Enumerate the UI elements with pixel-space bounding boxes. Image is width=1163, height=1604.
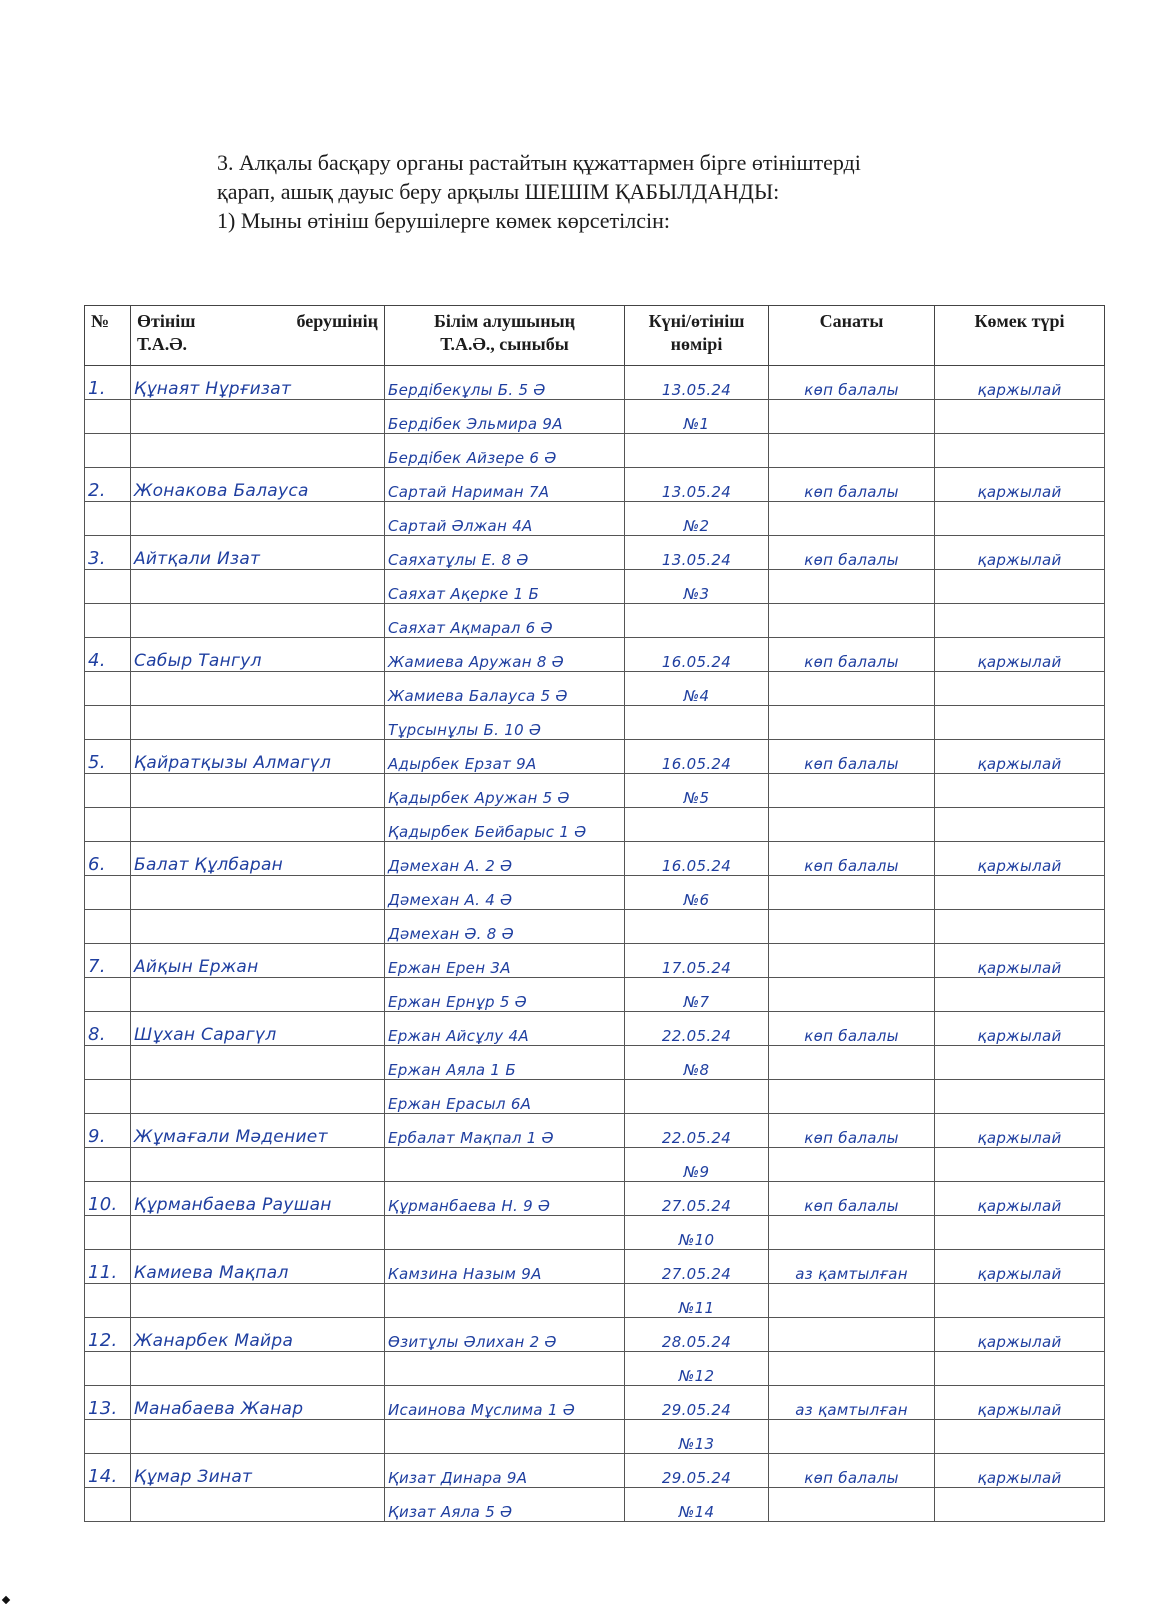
cell-applicant bbox=[131, 1352, 385, 1386]
cell-date-number bbox=[625, 808, 769, 842]
table-row bbox=[85, 1420, 1105, 1454]
header-category: Санаты bbox=[769, 306, 935, 366]
table-row bbox=[85, 1046, 1105, 1080]
header-applicant bbox=[131, 306, 385, 366]
table-row bbox=[85, 842, 1105, 876]
cell-aid-type bbox=[935, 876, 1105, 910]
header-applicant-part-2: берушінің bbox=[296, 311, 378, 331]
cell-date-number bbox=[625, 1080, 769, 1114]
table-row bbox=[85, 434, 1105, 468]
cell-aid-type: қаржылай bbox=[935, 1182, 1105, 1216]
cell-number bbox=[85, 1352, 131, 1386]
cell-category: көп балалы bbox=[769, 1114, 935, 1148]
cell-category bbox=[769, 1216, 935, 1250]
cell-category bbox=[769, 978, 935, 1012]
cell-category: көп балалы bbox=[769, 468, 935, 502]
table-row bbox=[85, 1250, 1105, 1284]
cell-applicant: Айтқали Изат bbox=[131, 536, 385, 570]
cell-student: Тұрсынұлы Б. 10 Ә bbox=[385, 706, 625, 740]
cell-aid-type bbox=[935, 978, 1105, 1012]
table-row bbox=[85, 570, 1105, 604]
cell-student: Сартай Нариман 7А bbox=[385, 468, 625, 502]
cell-number: 7. bbox=[85, 944, 131, 978]
cell-date-number: №10 bbox=[625, 1216, 769, 1250]
cell-applicant: Қайратқызы Алмагүл bbox=[131, 740, 385, 774]
cell-student: Бердібекұлы Б. 5 Ә bbox=[385, 366, 625, 400]
table-row bbox=[85, 1386, 1105, 1420]
cell-applicant bbox=[131, 910, 385, 944]
cell-applicant bbox=[131, 400, 385, 434]
cell-number: 13. bbox=[85, 1386, 131, 1420]
cell-number: 5. bbox=[85, 740, 131, 774]
cell-aid-type: қаржылай bbox=[935, 842, 1105, 876]
cell-number bbox=[85, 672, 131, 706]
table-row bbox=[85, 1352, 1105, 1386]
cell-student: Ержан Ерен 3А bbox=[385, 944, 625, 978]
cell-category bbox=[769, 808, 935, 842]
cell-aid-type: қаржылай bbox=[935, 1250, 1105, 1284]
table-row bbox=[85, 978, 1105, 1012]
cell-date-number: №7 bbox=[625, 978, 769, 1012]
cell-category bbox=[769, 1080, 935, 1114]
table-row bbox=[85, 1488, 1105, 1522]
cell-category: көп балалы bbox=[769, 1012, 935, 1046]
table-body bbox=[85, 366, 1105, 1522]
cell-aid-type: қаржылай bbox=[935, 1318, 1105, 1352]
header-date-part-1: Күні/өтініш bbox=[648, 311, 745, 331]
cell-number bbox=[85, 1216, 131, 1250]
cell-aid-type bbox=[935, 706, 1105, 740]
cell-number: 1. bbox=[85, 366, 131, 400]
cell-category bbox=[769, 910, 935, 944]
cell-student: Сартай Әлжан 4А bbox=[385, 502, 625, 536]
cell-aid-type bbox=[935, 910, 1105, 944]
cell-category: көп балалы bbox=[769, 740, 935, 774]
table-row bbox=[85, 774, 1105, 808]
cell-number bbox=[85, 1046, 131, 1080]
table-row bbox=[85, 1216, 1105, 1250]
cell-aid-type: қаржылай bbox=[935, 638, 1105, 672]
cell-category bbox=[769, 1420, 935, 1454]
cell-category: көп балалы bbox=[769, 366, 935, 400]
cell-number bbox=[85, 1420, 131, 1454]
cell-student: Саяхат Ақмарал 6 Ә bbox=[385, 604, 625, 638]
cell-number: 6. bbox=[85, 842, 131, 876]
header-applicant-part-1: Өтініш bbox=[137, 311, 196, 331]
cell-aid-type bbox=[935, 1080, 1105, 1114]
cell-aid-type bbox=[935, 1352, 1105, 1386]
cell-category bbox=[769, 1352, 935, 1386]
table-row bbox=[85, 1454, 1105, 1488]
cell-category bbox=[769, 1318, 935, 1352]
table-row bbox=[85, 1012, 1105, 1046]
cell-number bbox=[85, 570, 131, 604]
cell-aid-type bbox=[935, 400, 1105, 434]
intro-line-3: 1) Мыны өтініш берушілерге көмек көрсетілсін: bbox=[217, 208, 670, 233]
cell-student: Қадырбек Аружан 5 Ә bbox=[385, 774, 625, 808]
cell-category: көп балалы bbox=[769, 638, 935, 672]
cell-applicant bbox=[131, 434, 385, 468]
cell-student bbox=[385, 1420, 625, 1454]
cell-number bbox=[85, 502, 131, 536]
cell-applicant: Құнаят Нұрғизат bbox=[131, 366, 385, 400]
cell-aid-type bbox=[935, 1216, 1105, 1250]
intro-line-1: 3. Алқалы басқару органы растайтын құжаттармен бірге өтініштерді bbox=[217, 150, 861, 175]
cell-applicant: Сабыр Тангул bbox=[131, 638, 385, 672]
header-student-part-2: Т.А.Ә., сыныбы bbox=[440, 334, 569, 354]
cell-category bbox=[769, 1046, 935, 1080]
cell-aid-type bbox=[935, 604, 1105, 638]
cell-student: Қизат Динара 9А bbox=[385, 1454, 625, 1488]
cell-student bbox=[385, 1216, 625, 1250]
table-row bbox=[85, 604, 1105, 638]
cell-aid-type bbox=[935, 1148, 1105, 1182]
cell-date-number: 29.05.24 bbox=[625, 1386, 769, 1420]
cell-date-number: №4 bbox=[625, 672, 769, 706]
cell-date-number bbox=[625, 604, 769, 638]
cell-aid-type bbox=[935, 570, 1105, 604]
cell-category: көп балалы bbox=[769, 842, 935, 876]
cell-category: көп балалы bbox=[769, 536, 935, 570]
cell-applicant: Құрманбаева Раушан bbox=[131, 1182, 385, 1216]
cell-applicant bbox=[131, 604, 385, 638]
cell-date-number: 22.05.24 bbox=[625, 1114, 769, 1148]
cell-number: 11. bbox=[85, 1250, 131, 1284]
cell-student: Ержан Ернұр 5 Ә bbox=[385, 978, 625, 1012]
cell-applicant bbox=[131, 808, 385, 842]
cell-student: Адырбек Ерзат 9А bbox=[385, 740, 625, 774]
cell-applicant: Балат Құлбаран bbox=[131, 842, 385, 876]
cell-applicant: Айқын Ержан bbox=[131, 944, 385, 978]
cell-applicant bbox=[131, 1148, 385, 1182]
table-row bbox=[85, 1148, 1105, 1182]
table-row bbox=[85, 876, 1105, 910]
cell-applicant bbox=[131, 774, 385, 808]
table-row bbox=[85, 400, 1105, 434]
table-row bbox=[85, 808, 1105, 842]
cell-aid-type: қаржылай bbox=[935, 740, 1105, 774]
cell-aid-type: қаржылай bbox=[935, 1454, 1105, 1488]
cell-date-number: №9 bbox=[625, 1148, 769, 1182]
cell-number: 14. bbox=[85, 1454, 131, 1488]
cell-date-number: №11 bbox=[625, 1284, 769, 1318]
cell-number: 2. bbox=[85, 468, 131, 502]
cell-applicant: Жұмағали Мәдениет bbox=[131, 1114, 385, 1148]
cell-student: Құрманбаева Н. 9 Ә bbox=[385, 1182, 625, 1216]
cell-applicant: Манабаева Жанар bbox=[131, 1386, 385, 1420]
cell-student: Бердібек Эльмира 9А bbox=[385, 400, 625, 434]
cell-aid-type bbox=[935, 774, 1105, 808]
table-row bbox=[85, 740, 1105, 774]
cell-student: Дәмехан А. 2 Ә bbox=[385, 842, 625, 876]
cell-student: Саяхат Ақерке 1 Б bbox=[385, 570, 625, 604]
cell-category bbox=[769, 944, 935, 978]
header-no: № bbox=[85, 306, 131, 366]
cell-applicant bbox=[131, 1284, 385, 1318]
cell-date-number: №1 bbox=[625, 400, 769, 434]
table-row bbox=[85, 468, 1105, 502]
intro-line-2: қарап, ашық дауыс беру арқылы ШЕШІМ ҚАБЫЛДАНДЫ: bbox=[217, 179, 780, 204]
cell-aid-type bbox=[935, 1420, 1105, 1454]
cell-applicant: Камиева Мақпал bbox=[131, 1250, 385, 1284]
cell-number bbox=[85, 1080, 131, 1114]
cell-date-number: 29.05.24 bbox=[625, 1454, 769, 1488]
cell-date-number: 16.05.24 bbox=[625, 740, 769, 774]
header-date bbox=[625, 306, 769, 366]
cell-date-number: №2 bbox=[625, 502, 769, 536]
table-row bbox=[85, 536, 1105, 570]
table-row bbox=[85, 1114, 1105, 1148]
cell-number bbox=[85, 706, 131, 740]
cell-applicant bbox=[131, 1420, 385, 1454]
cell-applicant bbox=[131, 672, 385, 706]
cell-student bbox=[385, 1352, 625, 1386]
cell-number: 8. bbox=[85, 1012, 131, 1046]
cell-number bbox=[85, 910, 131, 944]
cell-student: Исаинова Мұслима 1 Ә bbox=[385, 1386, 625, 1420]
cell-aid-type bbox=[935, 1046, 1105, 1080]
cell-student: Өзитұлы Әлихан 2 Ә bbox=[385, 1318, 625, 1352]
cell-date-number: №6 bbox=[625, 876, 769, 910]
table-row bbox=[85, 706, 1105, 740]
cell-applicant bbox=[131, 706, 385, 740]
cell-number bbox=[85, 1488, 131, 1522]
cell-applicant: Жонакова Балауса bbox=[131, 468, 385, 502]
cell-date-number: 16.05.24 bbox=[625, 842, 769, 876]
cell-category bbox=[769, 672, 935, 706]
table-row bbox=[85, 1182, 1105, 1216]
cell-date-number: 28.05.24 bbox=[625, 1318, 769, 1352]
cell-date-number: №5 bbox=[625, 774, 769, 808]
cell-aid-type bbox=[935, 1284, 1105, 1318]
header-student bbox=[385, 306, 625, 366]
cell-aid-type: қаржылай bbox=[935, 944, 1105, 978]
cell-student bbox=[385, 1284, 625, 1318]
cell-aid-type: қаржылай bbox=[935, 1114, 1105, 1148]
table-header-row bbox=[85, 306, 1105, 366]
cell-student: Ербалат Мақпал 1 Ә bbox=[385, 1114, 625, 1148]
cell-category bbox=[769, 1284, 935, 1318]
cell-category bbox=[769, 774, 935, 808]
cell-student: Ержан Ерасыл 6А bbox=[385, 1080, 625, 1114]
table-row bbox=[85, 1284, 1105, 1318]
cell-number bbox=[85, 604, 131, 638]
cell-number bbox=[85, 434, 131, 468]
cell-date-number: №3 bbox=[625, 570, 769, 604]
cell-category bbox=[769, 502, 935, 536]
cell-date-number: 27.05.24 bbox=[625, 1250, 769, 1284]
table-row bbox=[85, 502, 1105, 536]
cell-applicant: Шұхан Сарагүл bbox=[131, 1012, 385, 1046]
cell-date-number: №8 bbox=[625, 1046, 769, 1080]
aid-recipients-table bbox=[84, 305, 1105, 1522]
cell-aid-type bbox=[935, 672, 1105, 706]
cell-aid-type: қаржылай bbox=[935, 1386, 1105, 1420]
cell-student bbox=[385, 1148, 625, 1182]
cell-date-number: №12 bbox=[625, 1352, 769, 1386]
cell-category: аз қамтылған bbox=[769, 1386, 935, 1420]
cell-aid-type: қаржылай bbox=[935, 468, 1105, 502]
cell-number: 4. bbox=[85, 638, 131, 672]
cell-aid-type bbox=[935, 808, 1105, 842]
cell-number: 12. bbox=[85, 1318, 131, 1352]
cell-category bbox=[769, 604, 935, 638]
header-date-part-2: нөмірі bbox=[670, 334, 723, 354]
cell-date-number: 17.05.24 bbox=[625, 944, 769, 978]
cell-student: Дәмехан А. 4 Ә bbox=[385, 876, 625, 910]
cell-applicant bbox=[131, 1488, 385, 1522]
cell-category bbox=[769, 434, 935, 468]
cell-applicant bbox=[131, 1046, 385, 1080]
cell-category: көп балалы bbox=[769, 1182, 935, 1216]
cell-category bbox=[769, 1148, 935, 1182]
header-applicant-part-3: Т.А.Ә. bbox=[137, 334, 188, 354]
cell-number: 3. bbox=[85, 536, 131, 570]
cell-student: Жамиева Балауса 5 Ә bbox=[385, 672, 625, 706]
cell-date-number bbox=[625, 706, 769, 740]
cell-category bbox=[769, 1488, 935, 1522]
cell-aid-type: қаржылай bbox=[935, 536, 1105, 570]
cell-student: Жамиева Аружан 8 Ә bbox=[385, 638, 625, 672]
header-student-part-1: Білім алушының bbox=[433, 311, 576, 331]
header-aid-type: Көмек түрі bbox=[935, 306, 1105, 366]
cell-number bbox=[85, 1284, 131, 1318]
cell-date-number bbox=[625, 910, 769, 944]
cell-student: Ержан Аяла 1 Б bbox=[385, 1046, 625, 1080]
table-row bbox=[85, 910, 1105, 944]
cell-applicant: Құмар Зинат bbox=[131, 1454, 385, 1488]
cell-date-number: №14 bbox=[625, 1488, 769, 1522]
table-row bbox=[85, 944, 1105, 978]
cell-date-number: 13.05.24 bbox=[625, 468, 769, 502]
cell-student: Ержан Айсұлу 4А bbox=[385, 1012, 625, 1046]
cell-date-number: 13.05.24 bbox=[625, 536, 769, 570]
cell-aid-type bbox=[935, 1488, 1105, 1522]
cell-aid-type bbox=[935, 434, 1105, 468]
cell-aid-type: қаржылай bbox=[935, 1012, 1105, 1046]
table-row bbox=[85, 1318, 1105, 1352]
cell-number bbox=[85, 400, 131, 434]
table-row bbox=[85, 1080, 1105, 1114]
table-row bbox=[85, 366, 1105, 400]
decision-intro bbox=[217, 148, 1037, 235]
cell-applicant bbox=[131, 1080, 385, 1114]
cell-student: Бердібек Айзере 6 Ә bbox=[385, 434, 625, 468]
cell-category bbox=[769, 400, 935, 434]
cell-date-number: №13 bbox=[625, 1420, 769, 1454]
cell-applicant bbox=[131, 876, 385, 910]
cell-student: Дәмехан Ә. 8 Ә bbox=[385, 910, 625, 944]
cell-student: Қизат Аяла 5 Ә bbox=[385, 1488, 625, 1522]
table-row bbox=[85, 672, 1105, 706]
cell-date-number bbox=[625, 434, 769, 468]
cell-student: Саяхатұлы Е. 8 Ә bbox=[385, 536, 625, 570]
cell-applicant bbox=[131, 978, 385, 1012]
cell-number bbox=[85, 808, 131, 842]
cell-date-number: 16.05.24 bbox=[625, 638, 769, 672]
cell-aid-type: қаржылай bbox=[935, 366, 1105, 400]
cell-applicant bbox=[131, 1216, 385, 1250]
cell-category: аз қамтылған bbox=[769, 1250, 935, 1284]
cell-number: 9. bbox=[85, 1114, 131, 1148]
cell-date-number: 22.05.24 bbox=[625, 1012, 769, 1046]
cell-category bbox=[769, 876, 935, 910]
cell-number bbox=[85, 876, 131, 910]
cell-student: Қадырбек Бейбарыс 1 Ә bbox=[385, 808, 625, 842]
cell-applicant bbox=[131, 570, 385, 604]
cell-category bbox=[769, 706, 935, 740]
cell-number bbox=[85, 774, 131, 808]
cell-date-number: 13.05.24 bbox=[625, 366, 769, 400]
cell-number bbox=[85, 978, 131, 1012]
cell-date-number: 27.05.24 bbox=[625, 1182, 769, 1216]
cell-number: 10. bbox=[85, 1182, 131, 1216]
cell-number bbox=[85, 1148, 131, 1182]
cell-applicant: Жанарбек Майра bbox=[131, 1318, 385, 1352]
cell-applicant bbox=[131, 502, 385, 536]
cell-aid-type bbox=[935, 502, 1105, 536]
cell-student: Камзина Назым 9А bbox=[385, 1250, 625, 1284]
cell-category: көп балалы bbox=[769, 1454, 935, 1488]
cell-category bbox=[769, 570, 935, 604]
table-row bbox=[85, 638, 1105, 672]
